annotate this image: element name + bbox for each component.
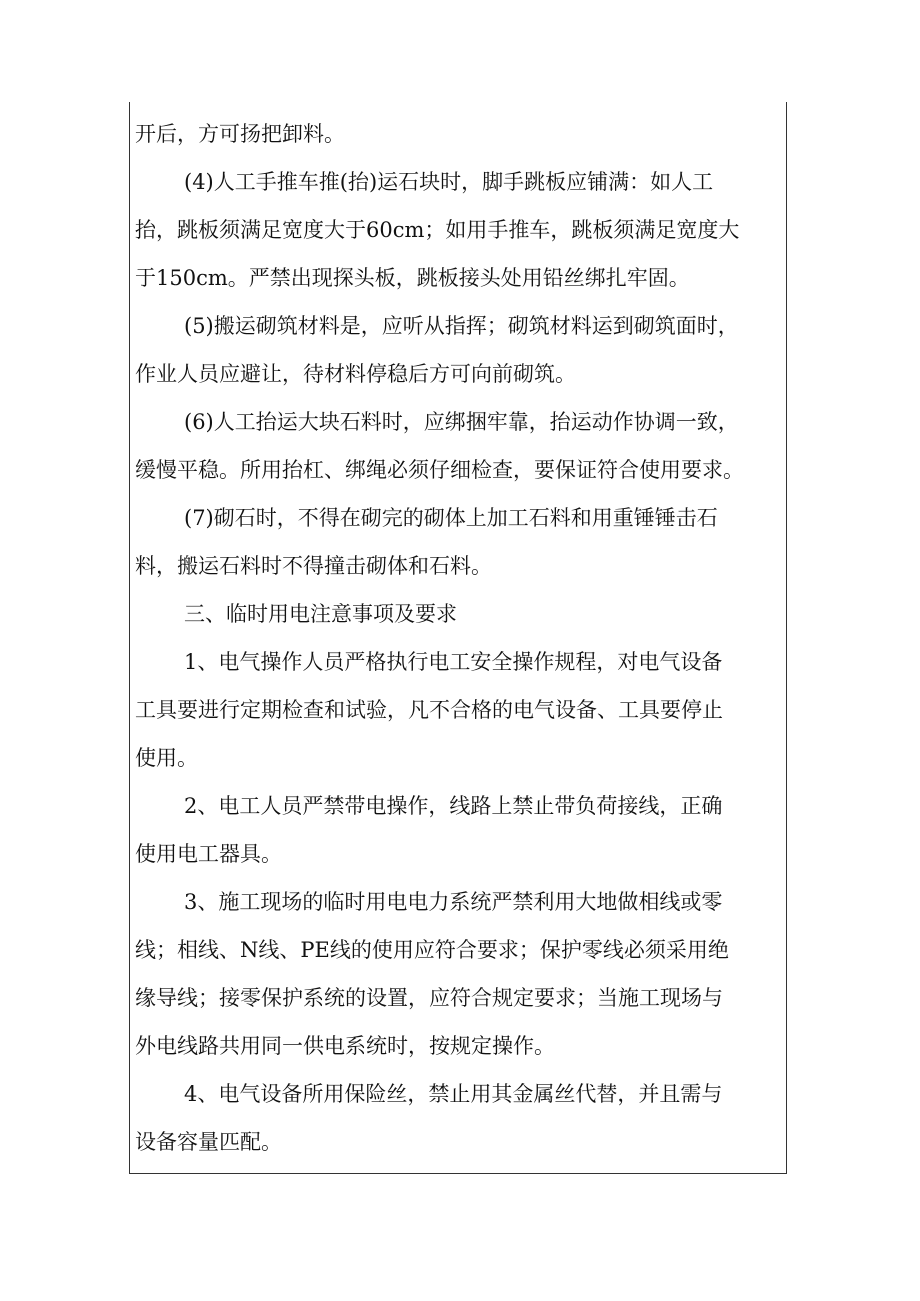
text-line: (4)人工手推车推(抬)运石块时，脚手跳板应铺满：如人工	[184, 170, 714, 194]
paragraph-item-6	[135, 398, 785, 494]
section-heading-3	[135, 590, 785, 638]
text-line: 1、电气操作人员严格执行电工安全操作规程，对电气设备	[184, 650, 723, 674]
text-line: 缘导线；接零保护系统的设置，应符合规定要求；当施工现场与	[135, 986, 723, 1010]
text-line: 缓慢平稳。所用抬杠、绑绳必须仔细检查，要保证符合使用要求。	[135, 458, 744, 482]
text-line: 于150cm。严禁出现探头板，跳板接头处用铅丝绑扎牢固。	[135, 266, 690, 290]
paragraph-item-5	[135, 302, 785, 398]
text-line: 线；相线、N线、PE线的使用应符合要求；保护零线必须采用绝	[135, 938, 729, 962]
text-line: 三、临时用电注意事项及要求	[184, 602, 457, 626]
text-line: 作业人员应避让，待材料停稳后方可向前砌筑。	[135, 362, 576, 386]
text-line: 3、施工现场的临时用电电力系统严禁利用大地做相线或零	[184, 890, 723, 914]
paragraph-item-4	[135, 158, 785, 302]
text-line: 开后，方可扬把卸料。	[135, 122, 345, 146]
text-line: 4、电气设备所用保险丝，禁止用其金属丝代替，并且需与	[184, 1082, 723, 1106]
document-body	[135, 110, 785, 1166]
text-line: 2、电工人员严禁带电操作，线路上禁止带负荷接线，正确	[184, 794, 723, 818]
paragraph-rule-4	[135, 1070, 785, 1166]
text-line: 使用。	[135, 746, 198, 770]
text-line: (7)砌石时，不得在砌完的砌体上加工石料和用重锤锤击石	[184, 506, 718, 530]
text-line: 料，搬运石料时不得撞击砌体和石料。	[135, 554, 492, 578]
text-line: 外电线路共用同一供电系统时，按规定操作。	[135, 1034, 555, 1058]
text-line: (5)搬运砌筑材料是，应听从指挥；砌筑材料运到砌筑面时，	[184, 314, 739, 338]
text-line: 抬，跳板须满足宽度大于60cm；如用手推车，跳板须满足宽度大	[135, 218, 740, 242]
text-line: 工具要进行定期检查和试验，凡不合格的电气设备、工具要停止	[135, 698, 723, 722]
text-line: 使用电工器具。	[135, 842, 282, 866]
paragraph-rule-3	[135, 878, 785, 1070]
paragraph-rule-2	[135, 782, 785, 878]
text-line: (6)人工抬运大块石料时，应绑捆牢靠，抬运动作协调一致，	[184, 410, 739, 434]
paragraph-item-7	[135, 494, 785, 590]
text-line: 设备容量匹配。	[135, 1130, 282, 1154]
paragraph-rule-1	[135, 638, 785, 782]
paragraph-continuation	[135, 110, 785, 158]
